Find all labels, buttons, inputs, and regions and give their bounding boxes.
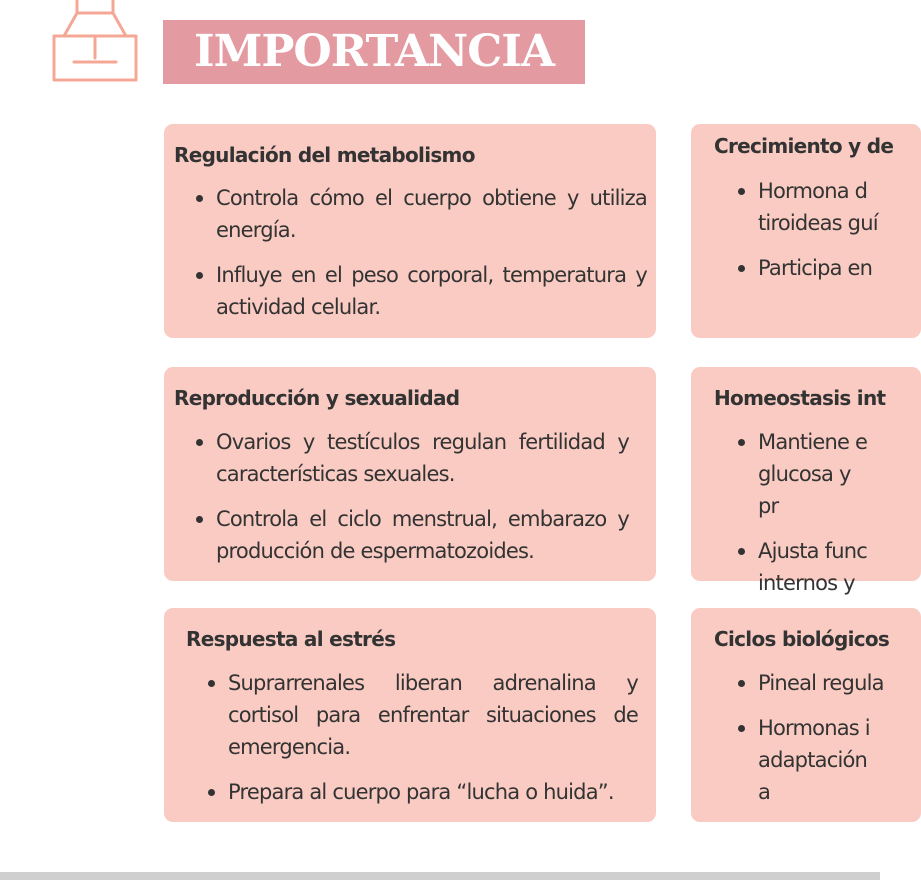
list-item: Pineal regula <box>716 667 884 699</box>
card-title: Respuesta al estrés <box>186 627 396 651</box>
list-item: Controla cómo el cuerpo obtiene y utiliza energía. <box>174 182 647 246</box>
binder-clip-icon <box>48 0 142 86</box>
list-item: Controla el ciclo menstrual, embarazo y producción de espermatozoides. <box>174 503 629 567</box>
card-reproduccion <box>164 367 656 581</box>
list-item <box>716 175 886 239</box>
card-crecimiento <box>691 124 921 338</box>
list-item: Suprarrenales liberan adrenalina y cortisol para enfrentar situaciones de emergencia. <box>186 667 638 763</box>
bullet-list <box>174 426 629 567</box>
card-metabolismo <box>164 124 656 338</box>
card-title: Regulación del metabolismo <box>174 143 475 167</box>
list-item: Participa en <box>716 252 886 284</box>
card-title: Crecimiento y de <box>714 134 894 158</box>
bullet-list <box>716 175 886 284</box>
card-estres <box>164 608 656 822</box>
bullet-text: Mantiene e glucosa y pr <box>758 430 868 518</box>
card-title: Reproducción y sexualidad <box>174 386 460 410</box>
list-item <box>716 426 876 522</box>
bullet-text: Hormona d tiroideas guí <box>758 179 878 235</box>
bullet-text: Ajusta func internos y <box>758 539 867 595</box>
bullet-text: Hormonas i adaptación a <box>758 716 870 804</box>
bottom-border <box>0 872 880 880</box>
list-item: Prepara al cuerpo para “lucha o huida”. <box>186 776 638 808</box>
list-item <box>716 712 884 808</box>
bullet-list <box>186 667 638 808</box>
title-banner <box>163 20 585 84</box>
bullet-list <box>174 182 647 323</box>
page-title: IMPORTANCIA <box>194 26 554 77</box>
bullet-list <box>716 426 876 631</box>
card-title: Homeostasis int <box>714 386 886 410</box>
list-item: Ovarios y testículos regulan fertilidad y características sexuales. <box>174 426 629 490</box>
card-title: Ciclos biológicos <box>714 627 890 651</box>
card-ciclos <box>691 608 921 822</box>
list-item: Influye en el peso corporal, temperatura y actividad celular. <box>174 259 647 323</box>
card-homeostasis <box>691 367 921 595</box>
bullet-list <box>716 667 884 808</box>
